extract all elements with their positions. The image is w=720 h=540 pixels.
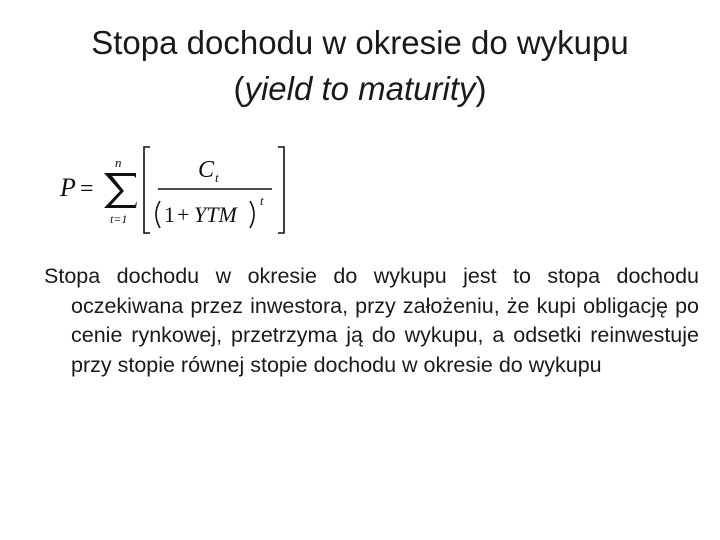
formula-equals: = — [80, 176, 94, 202]
title-line-2 — [0, 66, 720, 112]
formula-sum-lower: t=1 — [110, 212, 128, 226]
slide-title — [0, 20, 720, 112]
right-bracket — [278, 147, 284, 233]
denominator-paren-left — [156, 201, 160, 228]
formula-denominator-var: YTM — [194, 202, 237, 227]
formula-svg — [58, 143, 298, 239]
formula-numerator-sub: t — [215, 170, 219, 185]
title-emphasis: yield to maturity — [244, 70, 476, 107]
formula-denominator-exp: t — [260, 193, 264, 208]
formula-sum-upper: n — [115, 155, 122, 170]
title-paren-open: ( — [233, 70, 245, 107]
summation-sigma-icon — [104, 173, 137, 208]
formula-denominator-one: 1 — [164, 202, 175, 227]
formula-denominator-plus: + — [177, 202, 190, 227]
title-paren-close: ) — [475, 70, 487, 107]
definition-paragraph: Stopa dochodu w okresie do wykupu jest to stopa dochodu oczekiwana przez inwestora, przy założeniu, że kupi obligację po cenie rynkowej, przetrzyma ją do wykupu, a odsetki reinwestuje przy stopie równej stopie dochodu w okresie do wykupu — [44, 264, 699, 377]
formula-numerator: C — [198, 157, 215, 183]
left-bracket — [144, 147, 150, 233]
ytm-formula — [58, 143, 298, 239]
formula-lhs: P — [60, 173, 76, 202]
title-line-1: Stopa dochodu w okresie do wykupu — [91, 24, 629, 61]
denominator-paren-right — [250, 201, 254, 228]
